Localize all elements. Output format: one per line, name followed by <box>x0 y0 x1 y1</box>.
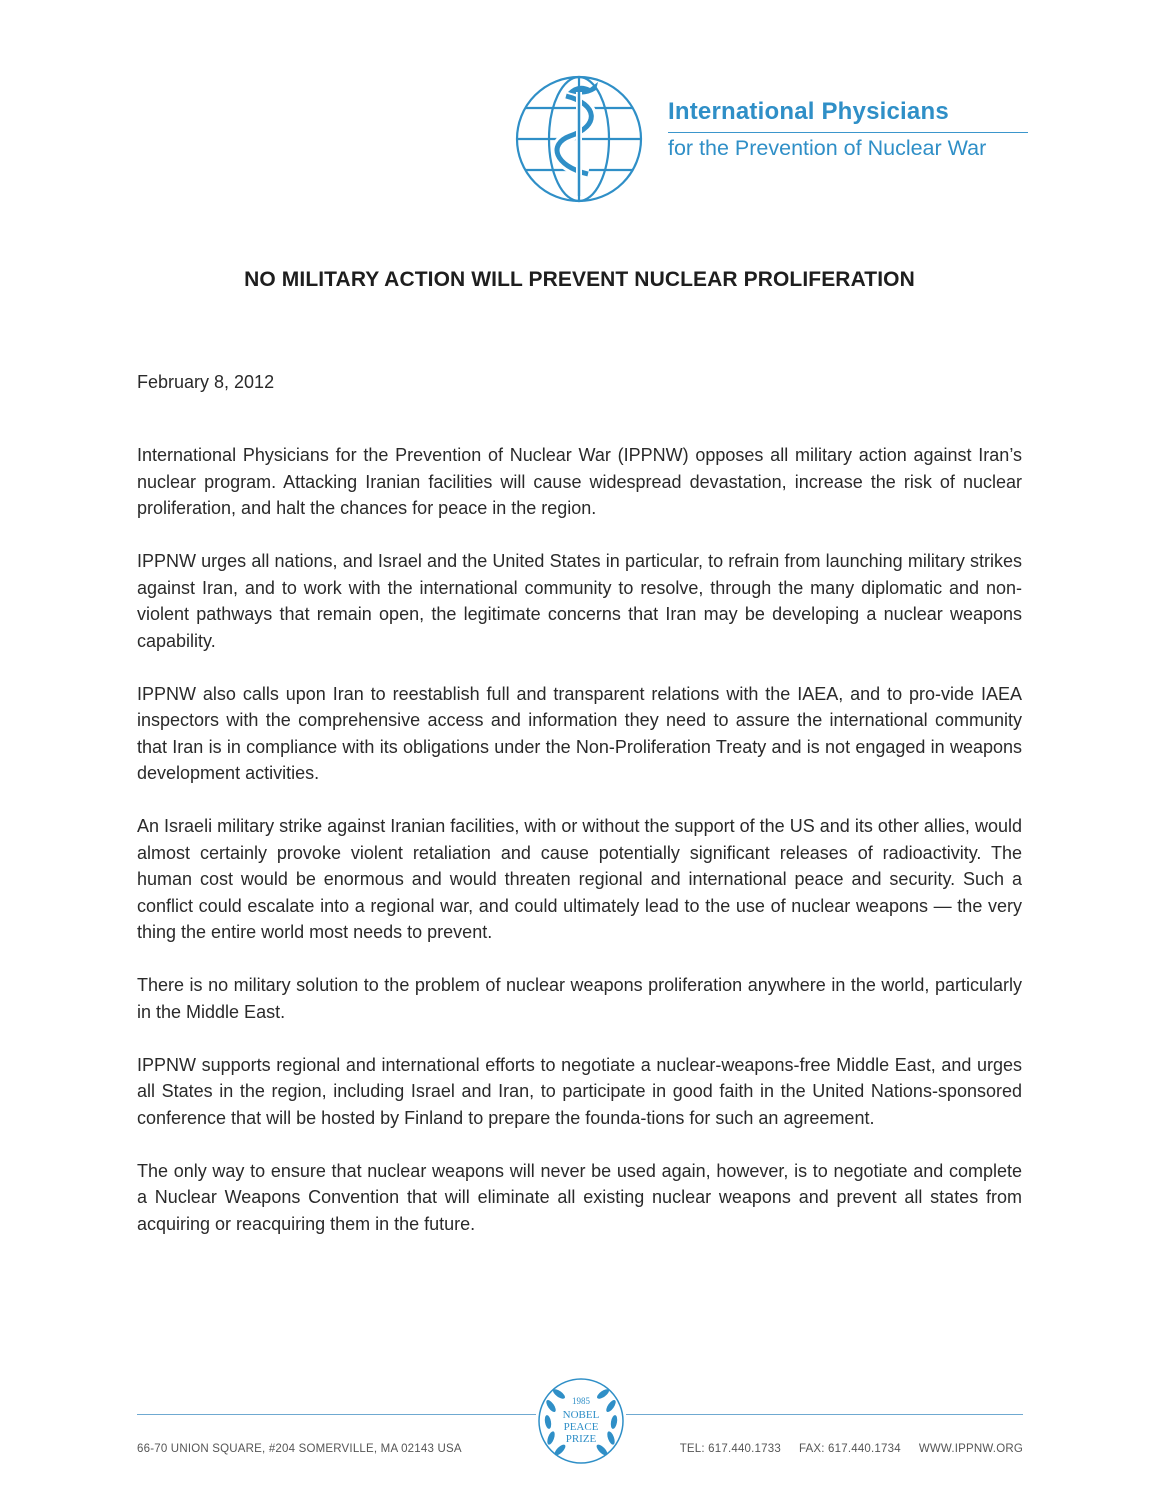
document-body <box>137 442 1022 1264</box>
seal-year: 1985 <box>572 1396 590 1406</box>
footer-contact <box>680 1443 1023 1455</box>
organization-name <box>668 98 1028 161</box>
body-paragraph: IPPNW urges all nations, and Israel and the United States in particular, to refrain from launching military strikes against Iran, and to work with the international community to resolve, through the many diplomatic and non-violent pathways that remain open, the legitimate concerns that Iran may be developing a nuclear weapons capability. <box>137 551 1022 651</box>
body-paragraph: International Physicians for the Prevention of Nuclear War (IPPNW) opposes all military action against Iran’s nuclear program. Attacking Iranian facilities will cause widespread devastation, increase the risk of nuclear proliferation, and halt the chances for peace in the region. <box>137 445 1022 518</box>
nobel-peace-prize-seal-icon <box>536 1376 626 1466</box>
body-paragraph: IPPNW supports regional and international efforts to negotiate a nuclear-weapons-free Middle East, and urges all States in the region, including Israel and Iran, to participate in good faith in the United Nations-sponsored conference that will be hosted by Finland to prepare the founda-tions for such an agreement. <box>137 1054 1022 1128</box>
body-paragraph: There is no military solution to the problem of nuclear weapons proliferation anywhere in the world, particularly in the Middle East. <box>137 975 1022 1022</box>
footer-fax: FAX: 617.440.1734 <box>798 1443 901 1455</box>
body-paragraph: IPPNW also calls upon Iran to reestablish full and transparent relations with the IAEA, and to pro-vide IAEA inspectors with the comprehensive access and information they need to assure the international community that Iran is in compliance with its obligations under the Non-Proliferation Treaty and is not engaged in weapons development activities. <box>137 683 1022 783</box>
body-paragraph: An Israeli military strike against Iranian facilities, with or without the support of the US and its other allies, would almost certainly provoke violent retaliation and cause potentially significant releases of radioactivity. The human cost would be enormous and would threaten regional and international peace and security. Such a conflict could escalate into a regional war, and could ultimately lead to the use of nuclear weapons — the very thing the entire world most needs to prevent. <box>137 816 1022 942</box>
footer-website-link[interactable]: WWW.IPPNW.ORG <box>918 1443 1023 1455</box>
seal-line2: PEACE <box>563 1421 599 1433</box>
seal-line3: PRIZE <box>565 1433 597 1445</box>
seal-line1: NOBEL <box>562 1409 600 1421</box>
org-name-line2: for the Prevention of Nuclear War <box>668 136 987 160</box>
body-paragraph: The only way to ensure that nuclear weapons will never be used again, however, is to negotiate and complete a Nuclear Weapons Convention that will eliminate all existing nuclear weapons and prevent all states from acquiring or reacquiring them in the future. <box>137 1160 1022 1234</box>
ippnw-globe-logo-icon <box>508 74 650 204</box>
org-name-line1: International Physicians <box>668 98 1028 133</box>
footer-telephone: TEL: 617.440.1733 <box>679 1443 781 1455</box>
footer-address: 66-70 UNION SQUARE, #204 SOMERVILLE, MA 02143 USA <box>137 1443 462 1455</box>
document-date: February 8, 2012 <box>137 372 275 392</box>
document-title: NO MILITARY ACTION WILL PREVENT NUCLEAR PROLIFERATION <box>244 268 915 291</box>
